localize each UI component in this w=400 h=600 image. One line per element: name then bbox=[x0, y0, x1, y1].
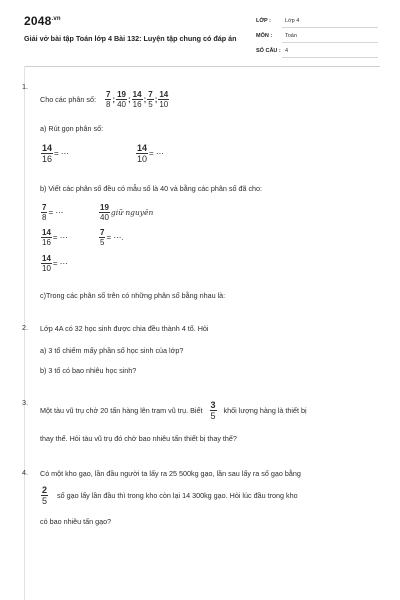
q2-number: 2. bbox=[22, 323, 28, 332]
logo-text: 2048 bbox=[24, 14, 52, 28]
fraction: $\frac{14}{10}$ bbox=[137, 143, 148, 164]
q4-line1: Có một kho gạo, lần đầu người ta lấy ra 25 500kg gạo, lần sau lấy ra số gạo bằng bbox=[40, 469, 301, 478]
class-label: LỚP : bbox=[256, 18, 271, 24]
q4-number: 4. bbox=[22, 468, 28, 477]
separator: ; bbox=[112, 95, 116, 104]
separator: ; bbox=[143, 95, 147, 104]
equation-blank: = ⋯ bbox=[52, 259, 68, 268]
content-left-border bbox=[24, 66, 25, 600]
q1-b-item bbox=[40, 203, 63, 222]
q3-line1 bbox=[40, 400, 385, 421]
q1-a-right bbox=[135, 143, 164, 164]
subject-label: MÔN : bbox=[256, 33, 273, 39]
class-underline bbox=[282, 27, 378, 28]
q1-fraction: $\frac{14}{16}$ bbox=[132, 90, 142, 109]
fraction: $\frac{14}{16}$ bbox=[42, 143, 53, 164]
logo-tld: .vn bbox=[51, 16, 61, 22]
fraction: $\frac{2}{5}$ bbox=[42, 485, 48, 506]
q3-number: 3. bbox=[22, 398, 28, 407]
site-logo[interactable] bbox=[24, 14, 61, 28]
q1-fraction: $\frac{19}{40}$ bbox=[117, 90, 126, 109]
q1-fraction: $\frac{7}{5}$ bbox=[148, 90, 153, 109]
question-count-value: 4 bbox=[285, 48, 289, 54]
q4-text: số gạo lấy lần đầu thì trong kho còn lại 14 300kg gạo. Hỏi lúc đầu trong kho bbox=[57, 491, 298, 500]
q1-intro-row bbox=[40, 90, 170, 109]
q1-intro-text: Cho các phân số: bbox=[40, 95, 96, 104]
q1-b-item bbox=[98, 203, 153, 222]
header-divider bbox=[24, 66, 380, 67]
subject-value: Toán bbox=[285, 33, 297, 39]
fraction: $\frac{14}{16}$ bbox=[42, 228, 51, 247]
equation-blank: = ⋯. bbox=[106, 233, 124, 242]
separator: ; bbox=[154, 95, 158, 104]
fraction: $\frac{7}{5}$ bbox=[100, 228, 105, 247]
q1-part-c: c)Trong các phân số trên có những phân số bằng nhau là: bbox=[40, 291, 226, 300]
page-title: Giải vở bài tập Toán lớp 4 Bài 132: Luyện tập chung có đáp án bbox=[24, 34, 237, 43]
equation-blank: = ⋯ bbox=[48, 208, 64, 217]
equation-blank: = ⋯ bbox=[149, 149, 164, 158]
q1-fraction: $\frac{14}{10}$ bbox=[159, 90, 169, 109]
equation-blank: = ⋯ bbox=[52, 233, 68, 242]
q1-part-b: b) Viết các phân số đều có mẫu số là 40 và bằng các phân số đã cho: bbox=[40, 184, 263, 193]
question-count-label: SỐ CÂU : bbox=[256, 48, 281, 54]
keep-note: giữ nguyên bbox=[110, 208, 154, 217]
q2-line1: Lớp 4A có 32 học sinh được chia đều thành 4 tổ. Hỏi bbox=[40, 324, 209, 333]
q3-text-before: Một tàu vũ trụ chở 20 tấn hàng lên trạm vũ trụ. Biết bbox=[40, 406, 203, 415]
subject-underline bbox=[282, 42, 378, 43]
q1-part-a: a) Rút gọn phân số: bbox=[40, 124, 104, 133]
q1-b-item bbox=[98, 228, 124, 247]
q1-b-item bbox=[40, 228, 68, 247]
fraction: $\frac{14}{10}$ bbox=[42, 254, 51, 273]
q3-text-after: khối lượng hàng là thiết bị bbox=[223, 406, 307, 415]
fraction: $\frac{3}{5}$ bbox=[210, 400, 216, 421]
class-value: Lớp 4 bbox=[285, 18, 300, 24]
q1-a-left bbox=[40, 143, 69, 164]
fraction: $\frac{19}{40}$ bbox=[100, 203, 109, 222]
q2-line2: a) 3 tổ chiếm mấy phần số học sinh của lớp? bbox=[40, 346, 184, 355]
q1-number: 1. bbox=[22, 82, 28, 91]
q2-line3: b) 3 tổ có bao nhiêu học sinh? bbox=[40, 366, 137, 375]
q4-line2 bbox=[40, 485, 298, 506]
question-count-underline bbox=[282, 57, 378, 58]
fraction: $\frac{7}{8}$ bbox=[42, 203, 47, 222]
q1-b-item bbox=[40, 254, 68, 273]
q4-line3: có bao nhiêu tấn gạo? bbox=[40, 517, 112, 526]
q1-fraction: $\frac{7}{8}$ bbox=[105, 90, 111, 109]
equation-blank: = ⋯ bbox=[54, 149, 69, 158]
q3-line2: thay thế. Hỏi tàu vũ trụ đó chở bao nhiêu tấn thiết bị thay thế? bbox=[40, 434, 237, 443]
separator: ; bbox=[127, 95, 131, 104]
